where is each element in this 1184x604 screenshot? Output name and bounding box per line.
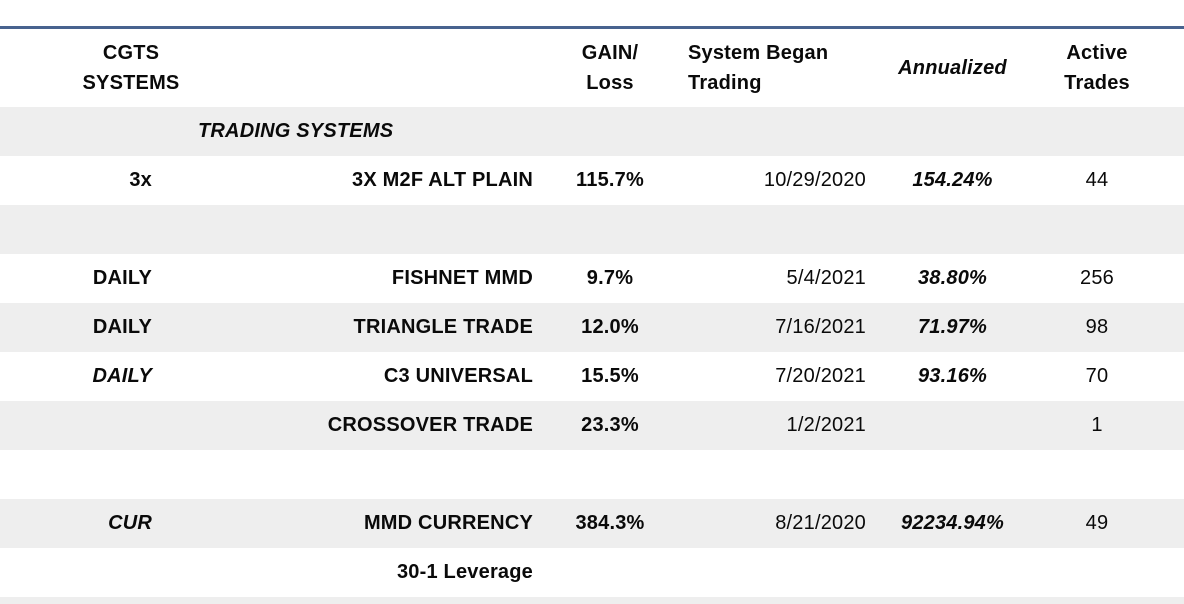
code-cell: 3x <box>129 169 152 191</box>
system-name-cell: MMD CURRENCY <box>363 512 533 534</box>
table-row <box>0 499 1184 548</box>
empty-cell <box>0 205 1184 254</box>
header-line: Trading <box>688 72 762 94</box>
annualized-cell: 71.97% <box>917 316 988 338</box>
table-row <box>0 548 1184 597</box>
table-row <box>0 156 1184 205</box>
system-name-cell: TRIANGLE TRADE <box>353 316 533 338</box>
began-trading-cell: 7/16/2021 <box>775 316 866 338</box>
header-line: SYSTEMS <box>82 72 180 94</box>
active-trades-cell: 98 <box>1085 316 1109 338</box>
column-header-empty <box>190 29 545 107</box>
table-row <box>0 401 1184 450</box>
empty-cell <box>0 450 1184 499</box>
empty-cell <box>1040 107 1184 156</box>
header-line: Trades <box>1064 72 1130 94</box>
spacer-row <box>0 450 1184 499</box>
annualized-cell: 93.16% <box>917 365 988 387</box>
section-title: TRADING SYSTEMS <box>198 120 394 142</box>
system-name-cell: C3 UNIVERSAL <box>383 365 533 387</box>
column-header-cgts-systems <box>0 29 190 107</box>
table-row <box>0 254 1184 303</box>
code-cell: DAILY <box>92 365 152 387</box>
active-trades-cell: 70 <box>1085 365 1109 387</box>
header-line: CGTS <box>102 42 160 64</box>
active-trades-cell <box>1040 548 1184 597</box>
annualized-cell: 154.24% <box>912 169 993 191</box>
header-line: Loss <box>586 72 634 94</box>
header-line: GAIN/ <box>581 42 639 64</box>
began-trading-cell: 7/20/2021 <box>775 365 866 387</box>
top-margin <box>0 0 1184 26</box>
system-name-cell: CROSSOVER TRADE <box>327 414 533 436</box>
annualized-cell: 92234.94% <box>900 512 1004 534</box>
section-row <box>0 107 1184 156</box>
annualized-cell: 38.80% <box>917 267 988 289</box>
code-cell <box>0 401 190 450</box>
annualized-cell <box>875 401 1040 450</box>
annualized-cell <box>875 548 1040 597</box>
empty-cell <box>0 107 190 156</box>
began-trading-cell: 8/21/2020 <box>775 512 866 534</box>
header-line: Annualized <box>898 57 1007 79</box>
gain-loss-cell: 9.7% <box>586 267 634 289</box>
began-trading-cell: 10/29/2020 <box>763 169 866 191</box>
began-trading-cell: 5/4/2021 <box>786 267 866 289</box>
gain-loss-cell: 384.3% <box>575 512 645 534</box>
header-line: System Began <box>688 42 829 64</box>
table-row <box>0 352 1184 401</box>
gain-loss-cell <box>545 548 665 597</box>
header-row <box>0 29 1184 107</box>
code-cell: DAILY <box>92 267 152 289</box>
system-name-cell: 30-1 Leverage <box>396 561 533 583</box>
active-trades-cell: 256 <box>1080 267 1114 289</box>
column-header-active-trades <box>1040 29 1184 107</box>
code-cell: CUR <box>108 512 152 534</box>
column-header-annualized <box>875 29 1040 107</box>
empty-cell <box>545 107 665 156</box>
spacer-row <box>0 205 1184 254</box>
column-header-system-began-trading <box>665 29 875 107</box>
empty-cell <box>665 107 875 156</box>
began-trading-cell <box>665 548 875 597</box>
active-trades-cell: 49 <box>1085 512 1109 534</box>
empty-cell <box>0 597 1184 604</box>
gain-loss-cell: 23.3% <box>581 414 639 436</box>
began-trading-cell: 1/2/2021 <box>786 414 866 436</box>
column-header-gain-loss <box>545 29 665 107</box>
gain-loss-cell: 115.7% <box>576 169 644 191</box>
partial-row <box>0 597 1184 604</box>
table-row <box>0 303 1184 352</box>
trading-systems-table <box>0 29 1184 604</box>
empty-cell <box>875 107 1040 156</box>
header-line: Active <box>1066 42 1128 64</box>
gain-loss-cell: 12.0% <box>581 316 639 338</box>
system-name-cell: 3X M2F ALT PLAIN <box>352 169 533 191</box>
code-cell <box>0 548 190 597</box>
active-trades-cell: 1 <box>1091 414 1103 436</box>
gain-loss-cell: 15.5% <box>581 365 639 387</box>
active-trades-cell: 44 <box>1085 169 1109 191</box>
system-name-cell: FISHNET MMD <box>391 267 533 289</box>
code-cell: DAILY <box>92 316 152 338</box>
